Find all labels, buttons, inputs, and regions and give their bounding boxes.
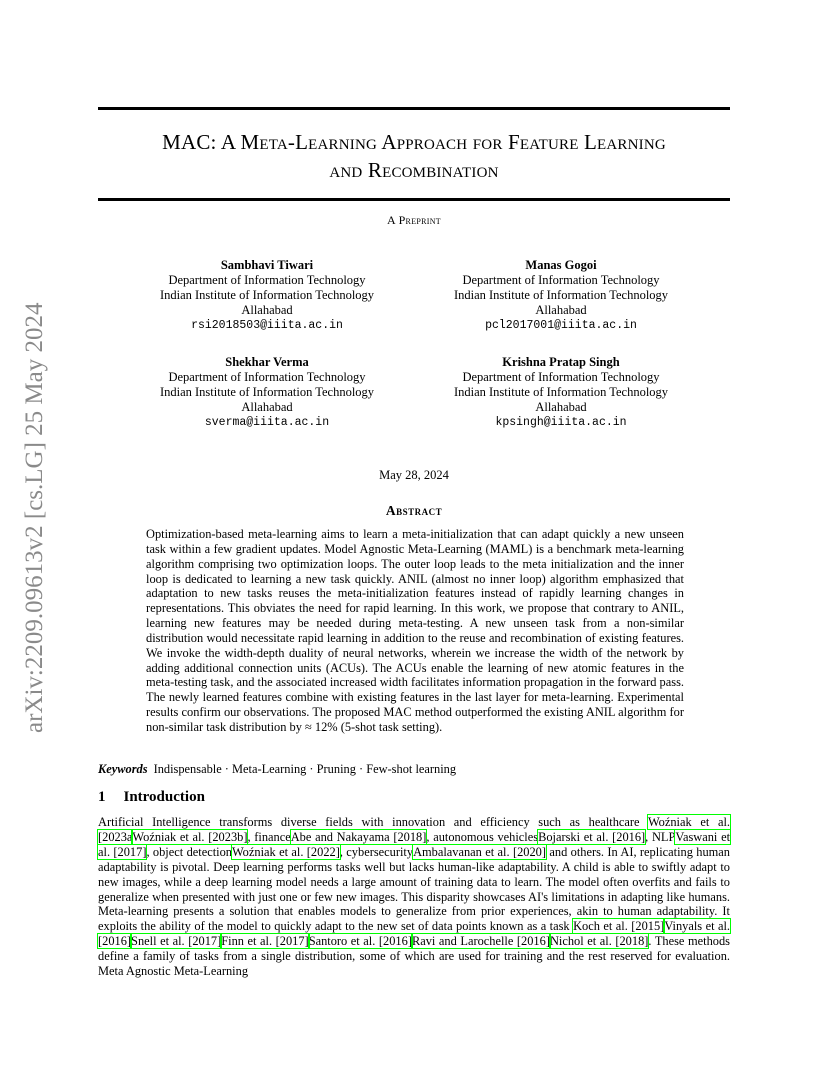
author-department: Department of Information Technology (168, 273, 366, 287)
section-title: Introduction (123, 789, 205, 805)
author-city: Allahabad (241, 303, 293, 317)
title-top-rule (98, 107, 730, 110)
publication-date: May 28, 2024 (379, 468, 449, 482)
author-block (127, 355, 407, 430)
body-text: and others. In AI, replicating human adaptability is pivotal. Deep learning performs tasks well but lacks human-like adaptability. A child is able to swiftly adapt to new images, while a deep learning model needs a large amount of training data to learn. The model often overfits and fails to generalize when presented with just one or few new images. This disparity showcases AI's limitations in adapting like humans. Meta-learning presents a solution that enables models to generalize from prior experiences, akin to human adaptability. It exploits the ability of the model to quickly adapt to the new set of data points known as a task (98, 844, 731, 934)
author-city: Allahabad (241, 400, 293, 414)
abstract-text: Optimization-based meta-learning aims to learn a meta-initialization that can adapt quickly a new unseen task within a few gradient updates. Model Agnostic Meta-Learning (MAML) is a benchmark meta-learning algorithm comprising two optimization loops. The outer loop leads to the meta initialization and the inner loop is dedicated to learning a new task quickly. ANIL (almost no inner loop) algorithm emphasized that adaptation to new tasks reuses the meta-initialization features instead of rapidly learning changes in representations. This obviates the need for rapid learning. In this work, we propose that contrary to ANIL, learning new features may be needed during meta-testing. A new unseen task from a non-similar distribution would necessitate rapid learning in addition to the reuse and recombination of existing features. We invoke the width-depth duality of neural networks, wherein we increase the width of the network by adding additional connection units (ACUs). The ACUs enable the learning of new atomic features in the meta-testing task, and the associated increased width facilitates information propagation in the forward pass. The newly learned features combine with existing features in the last layer for meta-learning. Experimental results confirm our observations. The proposed MAC method outperformed the existing ANIL algorithm for non-similar task distribution by ≈ 12% (5-shot task setting). (146, 527, 684, 734)
author-department: Department of Information Technology (462, 273, 660, 287)
arxiv-identifier-stamp (20, 278, 50, 758)
body-text: , object detection (146, 844, 232, 859)
title-line-2: and Recombination (329, 158, 499, 182)
citation-link[interactable]: Snell et al. [2017] (131, 934, 222, 949)
keywords-list: Indispensable · Meta-Learning · Pruning · Few-shot learning (153, 762, 457, 776)
citation-link[interactable]: Vaswani et al. [2017] (98, 829, 731, 859)
title-bottom-rule (98, 198, 730, 201)
body-text: , cybersecurity (339, 844, 414, 859)
arxiv-stamp-text: arXiv:2209.09613v2 [cs.LG] 25 May 2024 (21, 302, 48, 734)
body-text: , NLP (645, 829, 676, 844)
author-institute: Indian Institute of Information Technology (453, 288, 669, 302)
citation-link[interactable]: Koch et al. [2015] (573, 919, 665, 934)
citation-link[interactable]: Ravi and Larochelle [2016] (411, 934, 550, 949)
author-name: Manas Gogoi (525, 258, 597, 272)
author-name: Sambhavi Tiwari (220, 258, 314, 272)
paper-title (98, 128, 730, 184)
citation-link[interactable]: Woźniak et al. [2023b] (132, 829, 248, 844)
keywords-label: Keywords (98, 762, 148, 776)
author-email[interactable]: kpsingh@iiita.ac.in (495, 416, 627, 429)
citation-link[interactable]: Ambalavanan et al. [2020] (413, 844, 546, 859)
author-block (127, 258, 407, 333)
section-heading (98, 789, 205, 806)
citation-link[interactable]: Nichol et al. [2018] (549, 934, 649, 949)
author-email[interactable]: pcl2017001@iiita.ac.in (485, 319, 637, 332)
citation-link[interactable]: Woźniak et al. [2023a (98, 815, 730, 844)
author-city: Allahabad (535, 400, 587, 414)
author-name: Shekhar Verma (225, 355, 309, 369)
body-text: . These methods define a family of tasks from a single distribution, some of which are used for training and the rest reserved for evaluation. Meta Agnostic Meta-Learning (98, 934, 730, 979)
author-block (421, 258, 701, 333)
introduction-paragraph (98, 815, 730, 979)
author-city: Allahabad (535, 303, 587, 317)
body-text: , finance (247, 829, 291, 844)
citation-link[interactable]: Abe and Nakayama [2018] (290, 829, 427, 844)
title-line-1: MAC: A Meta-Learning Approach for Feature Learning (162, 130, 666, 154)
citation-link[interactable]: Finn et al. [2017] (221, 934, 309, 949)
author-block (421, 355, 701, 430)
author-department: Department of Information Technology (168, 370, 366, 384)
abstract-heading: Abstract (385, 503, 443, 518)
citation-link[interactable]: Bojarski et al. [2016] (538, 829, 646, 844)
citation-link[interactable]: Vinyals et al. [2016] (98, 919, 730, 949)
author-department: Department of Information Technology (462, 370, 660, 384)
citation-link[interactable]: Santoro et al. [2016] (308, 934, 412, 949)
citation-link[interactable]: Woźniak et al. [2022] (231, 844, 340, 859)
author-institute: Indian Institute of Information Technology (159, 385, 375, 399)
section-number: 1 (98, 789, 106, 805)
body-text: Artificial Intelligence transforms diverse fields with innovation and efficiency such as healthcare (98, 815, 648, 829)
body-text: , autonomous vehicles (426, 829, 539, 844)
keywords-line (98, 762, 730, 777)
author-email[interactable]: rsi2018503@iiita.ac.in (191, 319, 343, 332)
author-institute: Indian Institute of Information Technology (453, 385, 669, 399)
author-name: Krishna Pratap Singh (502, 355, 620, 369)
preprint-label: A Preprint (386, 213, 441, 227)
author-email[interactable]: sverma@iiita.ac.in (204, 416, 330, 429)
author-institute: Indian Institute of Information Technology (159, 288, 375, 302)
